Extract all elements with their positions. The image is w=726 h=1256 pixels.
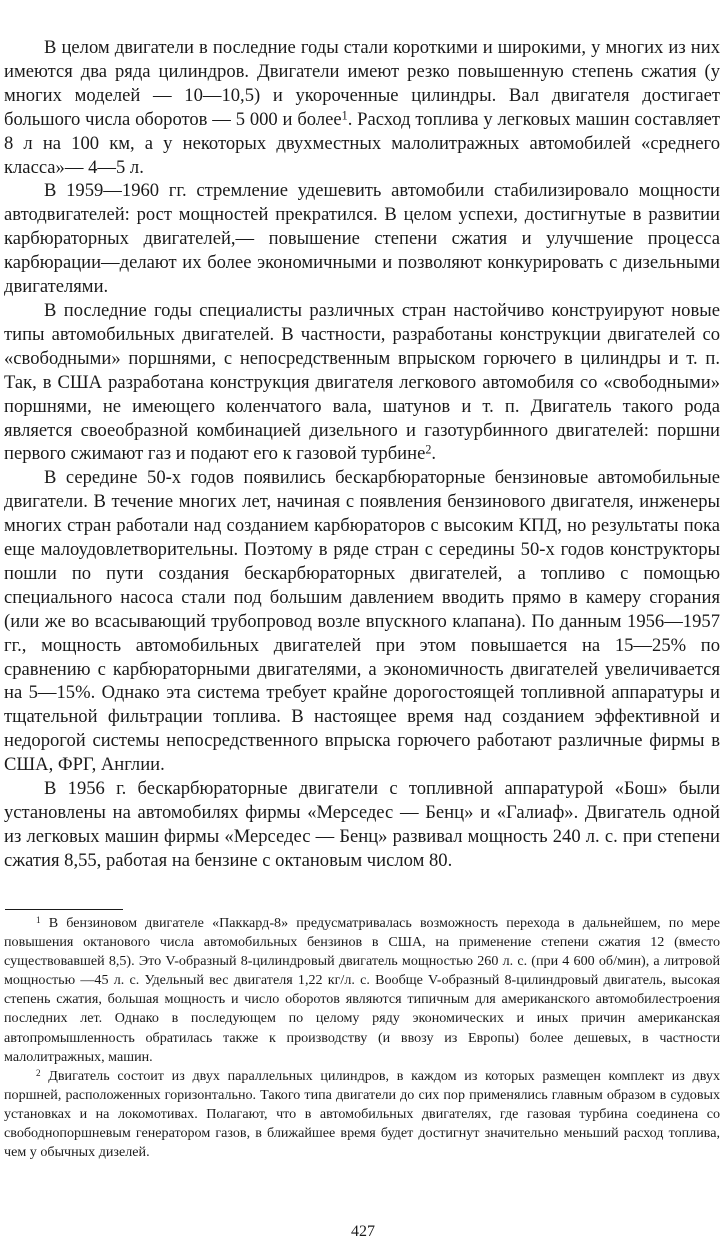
paragraph: [4, 179, 720, 299]
paragraph-text: В последние годы специалисты различных стран настойчиво конструируют новые типы автомобильных двигателей. В частности, разработаны конструкции двигателей со «свободными» поршнями, с непосредственным впрыском горючего в цилиндры и т. п. Так, в США разработана конструкция двигателя легкового автомобиля со «свободными» поршнями, не имеющего коленчатого вала, шатунов и т. п. Двигатель такого рода является своеобразной комбинацией дизельного и газотурбинного двигателей: поршни первого сжимают газ и подают его к газовой турбине: [4, 299, 720, 465]
paragraph: [4, 466, 720, 777]
paragraph-text: В целом двигатели в последние годы стали короткими и широкими, у многих из них имеются два ряда цилиндров. Двигатели имеют резко повышенную степень сжатия (у многих моделей — 10—10,5) и укороченные цилиндры. Вал двигателя достигает большого числа оборотов — 5 000 и более: [4, 37, 720, 130]
footnote-divider: [5, 909, 123, 910]
footnote: [4, 1067, 720, 1162]
footnote-text: Двигатель состоит из двух параллельных цилиндров, в каждом из которых размещен комплект из двух поршней, расположенных горизонтально. Такого типа двигатели до сих пор применялись главным образом в судовых установках и на локомотивах. Полагают, что в автомобильных двигателях, где газовая турбина соединена со свободнопоршневым генератором газов, в ближайшее время будет достигнут значительно меньший расход топлива, чем у обычных дизелей.: [4, 1067, 720, 1161]
paragraph-text: В 1959—1960 гг. стремление удешевить автомобили стабилизировало мощности автодвигателей: рост мощностей прекратился. В целом успехи, достигнутые в развитии карбюраторных двигателей,— повышение степени сжатия и улучшение процесса карбюрации—делают их более экономичными и позволяют конкурировать с дизельными двигателями.: [4, 180, 720, 298]
footnotes: [4, 914, 720, 1162]
paragraph-text: В 1956 г. бескарбюраторные двигатели с топливной аппаратурой «Бош» были установлены на автомобилях фирмы «Мерседес — Бенц» и «Галиаф». Двигатель одной из легковых машин фирмы «Мерседес — Бенц» развивал мощность 240 л. с. при степени сжатия 8,55, работая на бензине с октановым числом 80.: [4, 778, 720, 871]
paragraph-text: . Расход топлива у легковых машин составляет 8 л на 100 км, а у некоторых двухместных малолитражных автомобилей «среднего класса»— 4—5 л.: [4, 108, 721, 178]
paragraph-text: .: [431, 443, 437, 465]
footnote-mark: 1: [36, 914, 41, 925]
footnote-text: В бензиновом двигателе «Паккард-8» предусматривалась возможность перехода в дальнейшем, по мере повышения октанового числа автомобильных бензинов в США, на применение степени сжатия 12 (вместо существовавшей 8,5). Это V-образный 8-цилиндровый двигатель мощностью 260 л. с. (при 4 600 об/мин), а литровой мощностью —45 л. с. Удельный вес двигателя 1,22 кг/л. с. Вообще V-образный 8-цилиндровый двигатель, высокая степень сжатия, большая мощность и число оборотов являются типичным для американского автомобилестроения последних лет. Однако в последующем по целому ряду экономических и иных причин американская автопромышленность обратилась также к производству (и ввозу из Европы) более дешевых, в частности малолитражных, машин.: [4, 915, 720, 1065]
paragraph-text: В середине 50-х годов появились бескарбюраторные бензиновые автомобильные двигатели. В течение многих лет, начиная с появления бензинового двигателя, инженеры многих стран работали над созданием карбюраторов с высоким КПД, но результаты пока еще малоудовлетворительны. Поэтому в ряде стран с середины 50-х годов конструкторы пошли по пути создания бескарбюраторных двигателей, а топливо с помощью специального насоса стали под большим давлением вводить прямо в камеру сгорания (или же во всасывающий трубопровод возле впускного клапана). По данным 1956—1957 гг., мощность автомобильных двигателей при этом повышается на 15—25% по сравнению с карбюраторными двигателями, а экономичность двигателей увеличивается на 5—15%. Однако эта система требует крайне дорогостоящей топливной аппаратуры и тщательной фильтрации топлива. В настоящее время над созданием эффективной и недорогой системы непосредственного впрыска горючего работают различные фирмы в США, ФРГ, Англии.: [4, 467, 720, 776]
footnote-mark: 2: [36, 1067, 41, 1078]
footnote-ref: 2: [425, 442, 432, 457]
paragraph: [4, 299, 720, 466]
paragraph: [4, 36, 720, 179]
footnote-ref: 1: [341, 108, 348, 123]
main-text: [4, 36, 720, 873]
paragraph: [4, 777, 720, 873]
page-number: 427: [351, 1223, 375, 1240]
footnote: [4, 914, 720, 1067]
